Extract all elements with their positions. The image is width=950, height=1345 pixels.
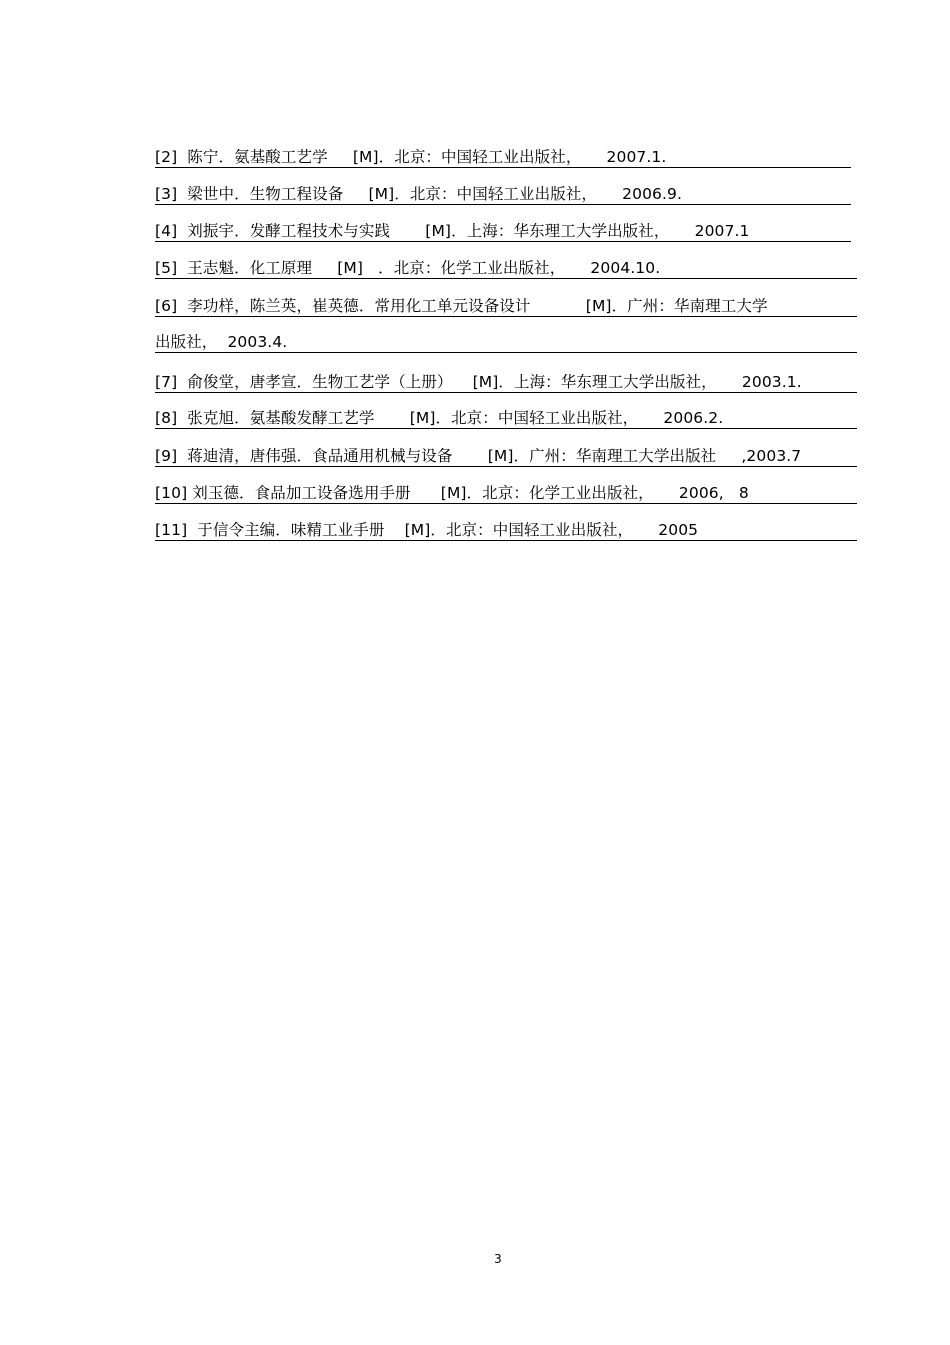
reference-2: [2] 陈宁．氨基酸工艺学 [M]．北京：中国轻工业出版社， 2007.1.	[155, 147, 851, 168]
reference-6-continuation: 出版社， 2003.4.	[155, 332, 857, 353]
reference-6: [6] 李功样，陈兰英，崔英德．常用化工单元设备设计 [M]．广州：华南理工大学	[155, 296, 857, 317]
page-number: 3	[494, 1252, 502, 1266]
reference-3: [3] 梁世中．生物工程设备 [M]．北京：中国轻工业出版社， 2006.9.	[155, 184, 851, 205]
reference-11: [11] 于信令主编．味精工业手册 [M]．北京：中国轻工业出版社， 2005	[155, 520, 857, 541]
reference-8: [8] 张克旭．氨基酸发酵工艺学 [M]．北京：中国轻工业出版社， 2006.2.	[155, 408, 857, 429]
reference-9: [9] 蒋迪清，唐伟强．食品通用机械与设备 [M]．广州：华南理工大学出版社 ,2003.7	[155, 446, 857, 467]
reference-4: [4] 刘振宇．发酵工程技术与实践 [M]．上海：华东理工大学出版社， 2007.1	[155, 221, 851, 242]
reference-5: [5] 王志魁．化工原理 [M] ．北京：化学工业出版社， 2004.10.	[155, 258, 857, 279]
reference-7: [7] 俞俊堂，唐孝宣．生物工艺学（上册） [M]．上海：华东理工大学出版社， 2003.1.	[155, 372, 857, 393]
reference-10: [10] 刘玉德．食品加工设备选用手册 [M]．北京：化学工业出版社， 2006, 8	[155, 483, 857, 504]
